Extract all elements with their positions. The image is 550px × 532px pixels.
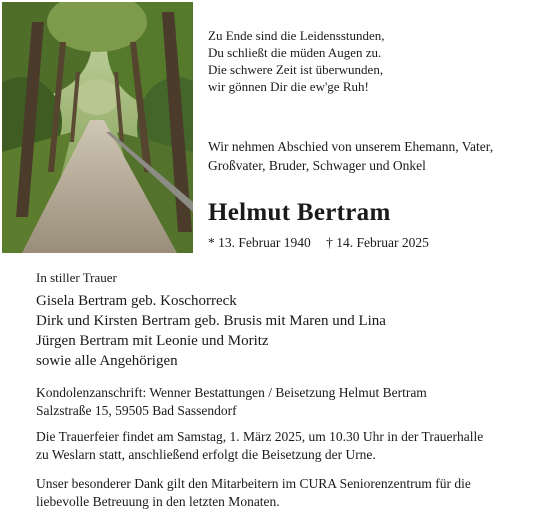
tree-lined-path-photo (2, 2, 193, 253)
family-member: Gisela Bertram geb. Koschorreck (36, 293, 237, 309)
family-member: sowie alle Angehörigen (36, 353, 178, 369)
funeral-info (36, 428, 536, 464)
funeral-line: Die Trauerfeier findet am Samstag, 1. März 2025, um 10.30 Uhr in der Trauerhalle (36, 429, 484, 444)
farewell-intro (208, 137, 538, 175)
funeral-line: zu Weslarn statt, anschließend erfolgt die Beisetzung der Urne. (36, 447, 376, 462)
thanks-note (36, 475, 536, 511)
birth-date: * 13. Februar 1940 (208, 235, 311, 250)
life-dates (208, 235, 538, 251)
condolence-address (36, 384, 536, 420)
poem-line: Du schließt die müden Augen zu. (208, 45, 382, 60)
condolence-line: Kondolenzanschrift: Wenner Bestattungen / Beisetzung Helmut Bertram (36, 385, 427, 400)
intro-line: Großvater, Bruder, Schwager und Onkel (208, 158, 426, 173)
condolence-line: Salzstraße 15, 59505 Bad Sassendorf (36, 403, 237, 418)
deceased-name: Helmut Bertram (208, 199, 391, 226)
intro-line: Wir nehmen Abschied von unserem Ehemann, Vater, (208, 139, 494, 154)
family-member: Jürgen Bertram mit Leonie und Moritz (36, 333, 269, 349)
poem (208, 27, 538, 95)
death-date: † 14. Februar 2025 (326, 235, 429, 250)
mourning-label: In stiller Trauer (36, 270, 117, 285)
family-member: Dirk und Kirsten Bertram geb. Brusis mit Maren und Lina (36, 313, 386, 329)
thanks-line: Unser besonderer Dank gilt den Mitarbeitern im CURA Seniorenzentrum für die (36, 476, 471, 491)
family-list (36, 291, 536, 371)
poem-line: Die schwere Zeit ist überwunden, (208, 62, 384, 77)
poem-line: wir gönnen Dir die ew'ge Ruh! (208, 79, 369, 94)
poem-line: Zu Ende sind die Leidensstunden, (208, 28, 385, 43)
thanks-line: liebevolle Betreuung in den letzten Monaten. (36, 494, 280, 509)
